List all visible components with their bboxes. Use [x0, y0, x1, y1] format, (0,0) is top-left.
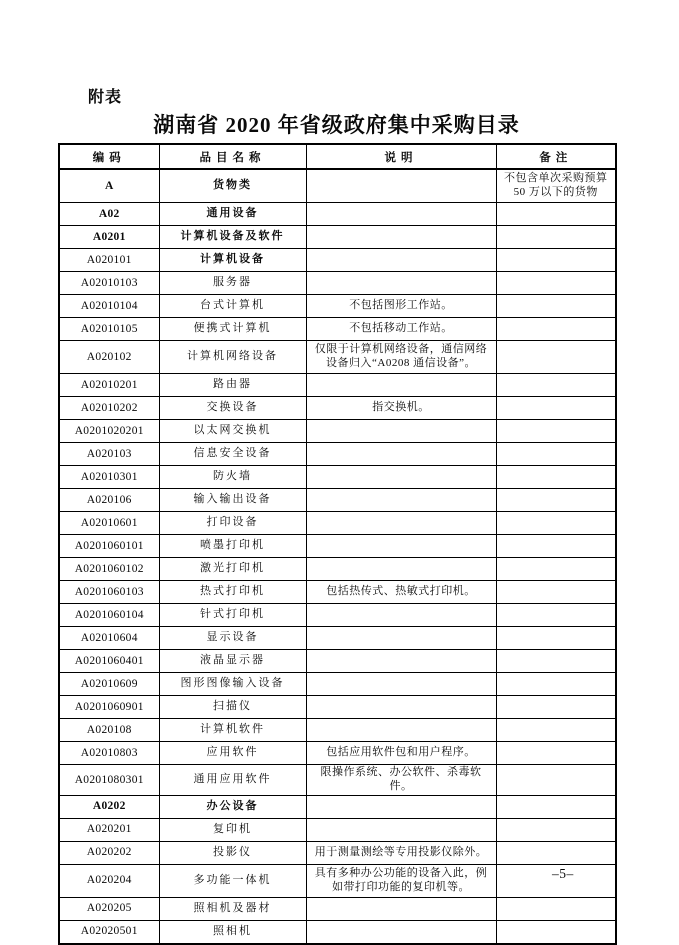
name-cell: 热式打印机 [159, 581, 306, 604]
code-cell: A0201060104 [59, 604, 159, 627]
remark-cell [496, 650, 616, 673]
table-row [59, 489, 616, 512]
code-cell: A020205 [59, 897, 159, 920]
note-cell [306, 489, 496, 512]
name-cell: 输入输出设备 [159, 489, 306, 512]
note-cell [306, 795, 496, 818]
remark-cell [496, 581, 616, 604]
name-cell: 图形图像输入设备 [159, 673, 306, 696]
code-cell: A02010104 [59, 295, 159, 318]
table-row [59, 604, 616, 627]
name-cell: 照相机 [159, 920, 306, 944]
name-cell: 计算机软件 [159, 719, 306, 742]
name-cell: 交换设备 [159, 397, 306, 420]
name-cell: 台式计算机 [159, 295, 306, 318]
remark-cell [496, 420, 616, 443]
code-cell: A0201080301 [59, 765, 159, 796]
remark-cell [496, 535, 616, 558]
remark-cell [496, 374, 616, 397]
name-cell: 防火墙 [159, 466, 306, 489]
note-cell [306, 696, 496, 719]
note-cell [306, 466, 496, 489]
remark-cell [496, 841, 616, 864]
code-cell: A020201 [59, 818, 159, 841]
name-cell: 照相机及器材 [159, 897, 306, 920]
name-cell: 计算机设备 [159, 249, 306, 272]
table-row [59, 420, 616, 443]
code-cell: A02010202 [59, 397, 159, 420]
code-cell: A02 [59, 203, 159, 226]
remark-cell [496, 295, 616, 318]
table-row [59, 169, 616, 203]
name-cell: 计算机设备及软件 [159, 226, 306, 249]
name-cell: 应用软件 [159, 742, 306, 765]
name-cell: 复印机 [159, 818, 306, 841]
code-cell: A0201020201 [59, 420, 159, 443]
note-cell: 用于测量测绘等专用投影仪除外。 [306, 841, 496, 864]
code-cell: A02010105 [59, 318, 159, 341]
remark-cell [496, 696, 616, 719]
note-cell [306, 673, 496, 696]
remark-cell [496, 466, 616, 489]
code-cell: A020102 [59, 341, 159, 374]
table-row [59, 864, 616, 897]
code-cell: A020202 [59, 841, 159, 864]
note-cell [306, 535, 496, 558]
note-cell [306, 443, 496, 466]
remark-cell [496, 318, 616, 341]
note-cell [306, 897, 496, 920]
column-header-note: 说明 [306, 144, 496, 169]
remark-cell [496, 558, 616, 581]
name-cell: 激光打印机 [159, 558, 306, 581]
remark-cell [496, 443, 616, 466]
note-cell [306, 420, 496, 443]
remark-cell [496, 719, 616, 742]
table-header [59, 144, 616, 169]
table-row [59, 341, 616, 374]
name-cell: 办公设备 [159, 795, 306, 818]
remark-cell [496, 765, 616, 796]
note-cell [306, 558, 496, 581]
name-cell: 通用设备 [159, 203, 306, 226]
table-row [59, 841, 616, 864]
remark-cell [496, 489, 616, 512]
note-cell [306, 272, 496, 295]
code-cell: A0202 [59, 795, 159, 818]
remark-cell [496, 627, 616, 650]
code-cell: A0201 [59, 226, 159, 249]
remark-cell [496, 897, 616, 920]
code-cell: A [59, 169, 159, 203]
page-title: 湖南省 2020 年省级政府集中采购目录 [153, 113, 520, 137]
table-row [59, 650, 616, 673]
name-cell: 计算机网络设备 [159, 341, 306, 374]
name-cell: 打印设备 [159, 512, 306, 535]
code-cell: A020108 [59, 719, 159, 742]
table-row [59, 443, 616, 466]
note-cell [306, 169, 496, 203]
note-cell [306, 818, 496, 841]
name-cell: 便携式计算机 [159, 318, 306, 341]
note-cell [306, 203, 496, 226]
code-cell: A0201060401 [59, 650, 159, 673]
table-row [59, 742, 616, 765]
table-row [59, 818, 616, 841]
remark-cell [496, 512, 616, 535]
note-cell: 具有多种办公功能的设备入此，例如带打印功能的复印机等。 [306, 864, 496, 897]
name-cell: 服务器 [159, 272, 306, 295]
code-cell: A02010803 [59, 742, 159, 765]
remark-cell: 不包含单次采购预算 50 万以下的货物 [496, 169, 616, 203]
name-cell: 以太网交换机 [159, 420, 306, 443]
remark-cell [496, 604, 616, 627]
remark-cell [496, 272, 616, 295]
table-row [59, 272, 616, 295]
appendix-label: 附表 [88, 89, 123, 106]
code-cell: A02010201 [59, 374, 159, 397]
name-cell: 多功能一体机 [159, 864, 306, 897]
name-cell: 信息安全设备 [159, 443, 306, 466]
remark-cell [496, 203, 616, 226]
note-cell: 不包括移动工作站。 [306, 318, 496, 341]
table-row [59, 765, 616, 796]
remark-cell [496, 818, 616, 841]
name-cell: 液晶显示器 [159, 650, 306, 673]
note-cell [306, 650, 496, 673]
note-cell: 不包括图形工作站。 [306, 295, 496, 318]
note-cell [306, 226, 496, 249]
code-cell: A0201060101 [59, 535, 159, 558]
name-cell: 货物类 [159, 169, 306, 203]
remark-cell [496, 920, 616, 944]
table-row [59, 673, 616, 696]
catalog-table [58, 143, 617, 945]
code-cell: A020103 [59, 443, 159, 466]
table-row [59, 295, 616, 318]
table-row [59, 318, 616, 341]
code-cell: A02010103 [59, 272, 159, 295]
note-cell: 包括热传式、热敏式打印机。 [306, 581, 496, 604]
name-cell: 喷墨打印机 [159, 535, 306, 558]
header-row [59, 144, 616, 169]
note-cell: 指交换机。 [306, 397, 496, 420]
column-header-name: 品目名称 [159, 144, 306, 169]
name-cell: 通用应用软件 [159, 765, 306, 796]
remark-cell [496, 249, 616, 272]
table-row [59, 466, 616, 489]
name-cell: 针式打印机 [159, 604, 306, 627]
note-cell [306, 374, 496, 397]
remark-cell [496, 795, 616, 818]
table-row [59, 512, 616, 535]
table-row [59, 226, 616, 249]
remark-cell [496, 397, 616, 420]
remark-cell [496, 742, 616, 765]
table-row [59, 920, 616, 944]
name-cell: 投影仪 [159, 841, 306, 864]
page-number: –5– [552, 866, 574, 881]
note-cell [306, 920, 496, 944]
note-cell: 包括应用软件包和用户程序。 [306, 742, 496, 765]
code-cell: A020204 [59, 864, 159, 897]
table-body [59, 169, 616, 944]
table-row [59, 558, 616, 581]
table-row [59, 203, 616, 226]
table-row [59, 397, 616, 420]
table-row [59, 696, 616, 719]
code-cell: A02010609 [59, 673, 159, 696]
code-cell: A020106 [59, 489, 159, 512]
table-row [59, 897, 616, 920]
code-cell: A02010301 [59, 466, 159, 489]
table-row [59, 581, 616, 604]
name-cell: 显示设备 [159, 627, 306, 650]
code-cell: A02010601 [59, 512, 159, 535]
note-cell: 限操作系统、办公软件、杀毒软件。 [306, 765, 496, 796]
code-cell: A02010604 [59, 627, 159, 650]
note-cell [306, 719, 496, 742]
table-row [59, 719, 616, 742]
column-header-remark: 备注 [496, 144, 616, 169]
name-cell: 扫描仪 [159, 696, 306, 719]
table-row [59, 795, 616, 818]
table-row [59, 535, 616, 558]
remark-cell [496, 226, 616, 249]
note-cell [306, 627, 496, 650]
code-cell: A0201060102 [59, 558, 159, 581]
note-cell: 仅限于计算机网络设备，通信网络设备归入“A0208 通信设备”。 [306, 341, 496, 374]
table-row [59, 249, 616, 272]
code-cell: A020101 [59, 249, 159, 272]
code-cell: A0201060901 [59, 696, 159, 719]
remark-cell [496, 673, 616, 696]
code-cell: A0201060103 [59, 581, 159, 604]
note-cell [306, 512, 496, 535]
name-cell: 路由器 [159, 374, 306, 397]
remark-cell [496, 341, 616, 374]
note-cell [306, 249, 496, 272]
table-row [59, 627, 616, 650]
code-cell: A02020501 [59, 920, 159, 944]
note-cell [306, 604, 496, 627]
table-row [59, 374, 616, 397]
column-header-code: 编码 [59, 144, 159, 169]
